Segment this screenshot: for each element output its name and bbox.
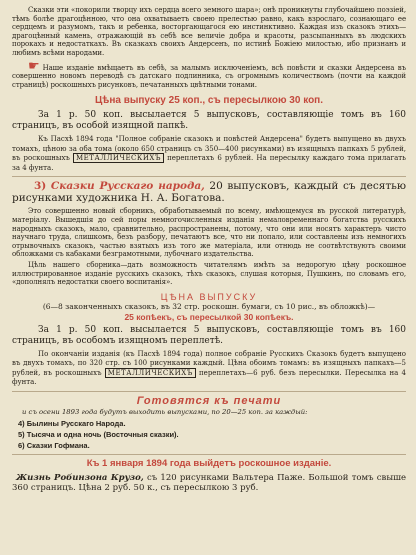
metallic-binding-badge: МЕТАЛЛИЧЕСКИХЪ bbox=[73, 153, 164, 163]
pointing-hand-icon: ☛ bbox=[28, 58, 40, 74]
andersen-edition-note bbox=[12, 58, 406, 90]
russian-title-rest: 20 выпусковъ, каждый съ десятью рисунками художника Н. А. Богатова. bbox=[12, 180, 406, 205]
russian-completion-post: переплетахъ—6 руб. безъ пересылки. Пересылка на 4 фунта. bbox=[12, 368, 406, 387]
list-item: 4) Былины Русскаго Народа. bbox=[18, 418, 126, 428]
andersen-subscription: За 1 р. 50 коп. высылается 5 выпусковъ, составляющіе томъ въ 160 страницъ, въ особой изящной папкѣ. bbox=[12, 110, 406, 132]
upcoming-subline: и съ осени 1893 года будутъ выходить выпусками, по 20—25 коп. за каждый: bbox=[22, 407, 308, 416]
list-item: 6) Сказки Гофмана. bbox=[18, 440, 90, 450]
deluxe-rest: съ 120 рисунками Вальтера Паже. Большой томъ свыше 360 страницъ. Цѣна 2 руб. 50 к., съ пересылкою 3 руб. bbox=[12, 472, 407, 494]
deluxe-heading: Къ 1 января 1894 года выйдетъ роскошное изданіе. bbox=[86, 457, 332, 469]
russian-aim: Цѣль нашего сборника—дать возможность читателямъ имѣть за недорогую цѣну роскошное иллюстрированное изданіе русскихъ сказокъ, тѣхъ сказокъ, слушая которыя, Пушкинъ, по словамъ его, «дополнялъ недостатки своего воспитанія». bbox=[12, 260, 406, 287]
divider-3 bbox=[12, 454, 406, 455]
divider-2 bbox=[12, 391, 406, 392]
andersen-price-heading: Цѣна выпуску 25 коп., съ пересылкою 30 коп. bbox=[94, 95, 323, 107]
metallic-binding-badge-2: МЕТАЛЛИЧЕСКИХЪ bbox=[105, 368, 196, 378]
andersen-easter-edition bbox=[12, 135, 406, 173]
russian-number: 3) bbox=[34, 180, 47, 193]
divider bbox=[12, 176, 406, 177]
russian-price-detail: (6—8 законченныхъ сказокъ, въ 32 стр. роскошн. бумаги, съ 10 рис., въ обложкѣ)— bbox=[42, 301, 376, 311]
russian-price-label: ЦѢНА ВЫПУСКУ bbox=[160, 291, 258, 302]
andersen-edition-text: Наше изданіе вмѣщаетъ въ себѣ, за малымъ исключеніемъ, всѣ повѣсти и сказки Андерсена въ совершенно новомъ переводѣ съ датскаго подлинника, съ огромнымъ количествомъ (почти на каждой страницѣ) роскошныхъ рисунковъ, печатанныхъ цвѣтными тонами. bbox=[12, 63, 406, 89]
russian-heading bbox=[12, 180, 406, 204]
upcoming-heading: Готовятся къ печати bbox=[136, 394, 282, 407]
deluxe-title: Жизнь Робинзона Крузо, bbox=[16, 472, 144, 483]
list-item: 5) Тысяча и одна ночь (Восточныя сказки). bbox=[18, 429, 179, 439]
andersen-easter-pre: Къ Пасхѣ 1894 года "Полное собраніе сказокъ и повѣстей Андерсена" будетъ выпущено въ двухъ томахъ, цѣною за оба тома (около 650 страницъ съ 350—400 рисунками) въ изящныхъ папкахъ 5 рублей, въ роскошныхъ bbox=[12, 135, 406, 163]
deluxe-description bbox=[12, 473, 406, 494]
andersen-intro: Сказки эти «покорили творцу ихъ сердца всего земного шара»; онѣ проникнуты глубочайшею поэзіей, тѣмъ болѣе драгоцѣнною, что она охватываетъ своею прелестью равно, какъ взрослаго, сознающаго ее сердцемъ и разумомъ, такъ и ребенка, восторгающагося ею инстинктивно. Каждая изъ сказокъ этихъ—драгоцѣнный камень, отражающій въ себѣ все величіе добра и красоты, разсыпанныхъ въ людскихъ порокахъ и недостаткахъ. Въ сказкахъ своихъ Андерсенъ, по истинѣ Божіею милостью, ибо признанъ и любимъ всѣми народами. bbox=[12, 6, 406, 57]
upcoming-list bbox=[12, 418, 406, 451]
andersen-easter-post: переплетахъ 6 рублей. На пересылку каждаго тома прилагать за 4 фунта. bbox=[12, 154, 406, 172]
russian-price-line: 25 копѣекъ, съ пересылкой 30 копѣекъ. bbox=[124, 311, 294, 322]
russian-completion-pre: По окончаніи изданія (къ Пасхѣ 1894 года) полное собраніе Русскихъ Сказокъ будетъ выпущено въ двухъ томахъ, по 320 стр. съ 100 рисунками каждый. Цѣна обоимъ томамъ: въ изящныхъ папкахъ—5 рублей, въ роскошныхъ bbox=[12, 349, 406, 377]
russian-subscription: За 1 р. 50 коп. высылается 5 выпусковъ, составляющіе томъ въ 160 страницъ, въ особомъ изящномъ переплетѣ. bbox=[12, 324, 406, 346]
russian-description: Это совершенно новый сборникъ, обработываемый по всему, имѣющемуся въ русской литературѣ, матеріалу. Вышедшія до сей поры немногочисленныя изданія немаловременнаго богатства русскихъ народныхъ сказокъ, мало, сравнительно, распространены, потому, что они или носятъ характеръ чисто научнаго труда, слишкомъ, безъ разбору, печатаютъ все, что ни попало, или составлены изъ немногихъ отрывочныхъ сказокъ, частью взятыхъ изъ того же матеріала, или отнюдь не соотвѣтствуютъ своими обложками съ кабаками безграмотными, лубочнаго издательства. bbox=[12, 207, 406, 259]
russian-title: Сказки Русскаго народа, bbox=[50, 180, 205, 193]
russian-completion bbox=[12, 350, 406, 388]
